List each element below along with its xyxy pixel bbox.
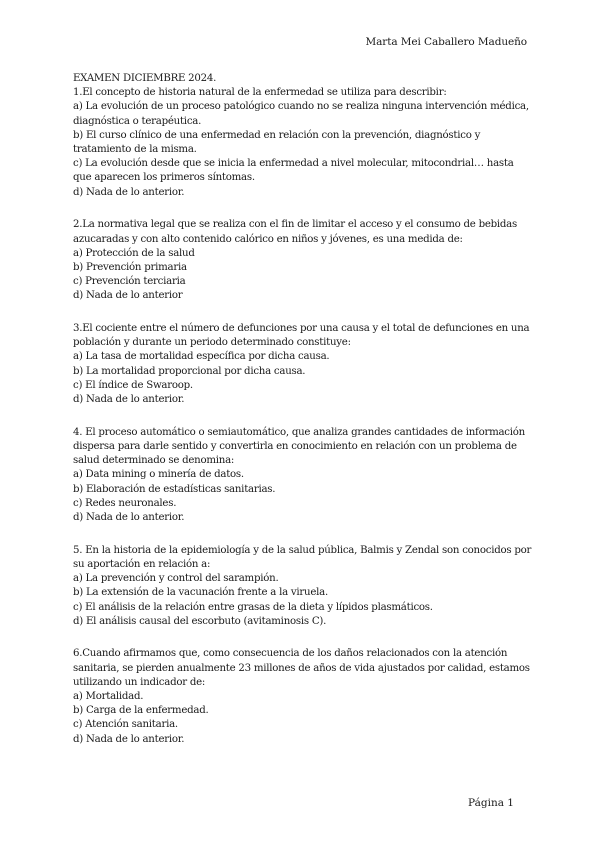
answer-option: b) La mortalidad proporcional por dicha causa. [73, 365, 306, 377]
question-3 [73, 322, 533, 407]
answer-option: d) Nada de lo anterior [73, 290, 183, 302]
question-6 [73, 647, 533, 746]
page-number: Página 1 [468, 797, 514, 809]
question-stem: 2.La normativa legal que se realiza con el fin de limitar el acceso y el consumo de bebidas azucaradas y con alto contenido calórico en niños y jóvenes, es una medida de: [73, 219, 517, 245]
answer-option: c) El índice de Swaroop. [73, 379, 193, 391]
question-stem: 3.El cociente entre el número de defunciones por una causa y el total de defunciones en una población y durante un periodo determinado constituye: [73, 323, 530, 349]
answer-option: a) La evolución de un proceso patológico cuando no se realiza ninguna intervención médica, diagnóstica o terapéutica. [73, 101, 529, 127]
answer-option: c) El análisis de la relación entre grasas de la dieta y lípidos plasmáticos. [73, 601, 433, 613]
answer-option: b) El curso clínico de una enfermedad en relación con la prevención, diagnóstico y tratamiento de la misma. [73, 129, 481, 156]
page-header-author: Marta Mei Caballero Madueño [365, 36, 527, 48]
answer-option: b) Elaboración de estadísticas sanitarias. [73, 483, 276, 495]
answer-option: b) La extensión de la vacunación frente a la viruela. [73, 587, 328, 599]
question-1 [73, 86, 533, 200]
question-4 [73, 426, 533, 525]
answer-option: a) Mortalidad. [73, 691, 144, 703]
answer-option: a) La tasa de mortalidad específica por dicha causa. [73, 351, 330, 363]
question-stem: 5. En la historia de la epidemiología y de la salud pública, Balmis y Zendal son conocidos por su aportación en relación a: [73, 544, 532, 570]
answer-option: b) Carga de la enfermedad. [73, 705, 209, 717]
answer-option: c) La evolución desde que se inicia la enfermedad a nivel molecular, mitocondrial… hasta que aparecen los primeros síntomas. [73, 158, 514, 184]
answer-option: d) Nada de lo anterior. [73, 511, 185, 523]
answer-option: d) Nada de lo anterior. [73, 186, 185, 198]
answer-option: c) Redes neuronales. [73, 497, 177, 509]
answer-option: a) La prevención y control del sarampión. [73, 573, 279, 585]
answer-option: a) Data mining o minería de datos. [73, 469, 244, 481]
question-5 [73, 544, 533, 629]
question-2 [73, 218, 533, 303]
question-stem: 4. El proceso automático o semiautomático, que analiza grandes cantidades de información dispersa para darle sentido y convertirla en conocimiento en relación con un problema de salud determinado se denomina: [73, 426, 525, 467]
answer-option: d) El análisis causal del escorbuto (avitaminosis C). [73, 615, 327, 627]
answer-option: a) Protección de la salud [73, 247, 195, 259]
exam-title: EXAMEN DICIEMBRE 2024. [73, 73, 217, 84]
answer-option: c) Atención sanitaria. [73, 719, 178, 731]
answer-option: d) Nada de lo anterior. [73, 733, 185, 745]
answer-option: d) Nada de lo anterior. [73, 394, 185, 406]
answer-option: c) Prevención terciaria [73, 276, 186, 288]
question-stem: 1.El concepto de historia natural de la enfermedad se utiliza para describir: [73, 87, 447, 99]
answer-option: b) Prevención primaria [73, 261, 187, 273]
document-body [73, 72, 533, 765]
question-stem: 6.Cuando afirmamos que, como consecuencia de los daños relacionados con la atención sanitaria, se pierden anualmente 23 millones de años de vida ajustados por calidad, estamos utilizando un indicador de: [73, 648, 530, 688]
